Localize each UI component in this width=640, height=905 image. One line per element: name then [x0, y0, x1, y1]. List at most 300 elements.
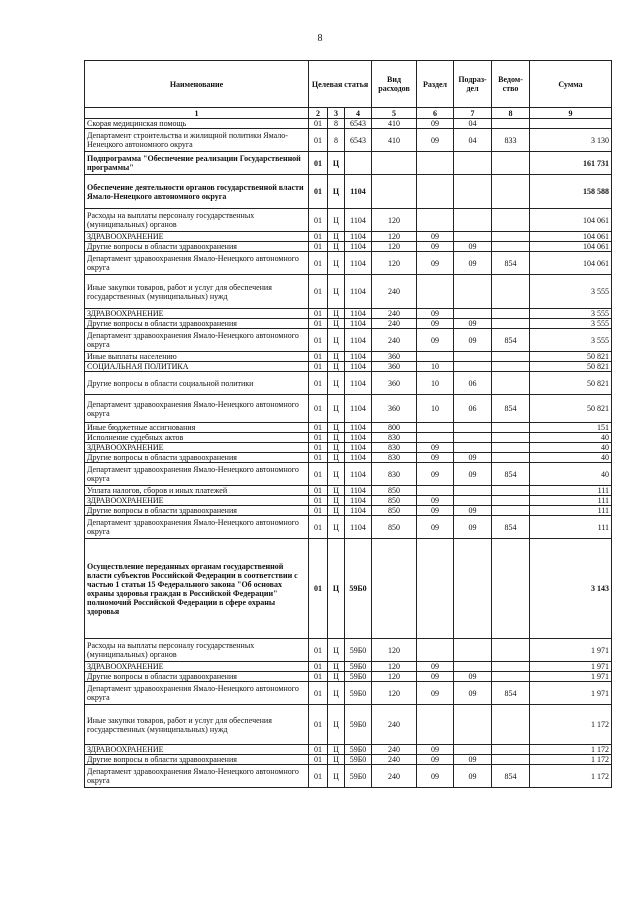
- department-code: [492, 443, 530, 453]
- table-row: [85, 129, 612, 152]
- section: 09: [417, 745, 454, 755]
- table-row: [85, 242, 612, 252]
- section: [417, 175, 454, 209]
- amount: 40: [530, 453, 612, 463]
- section: [417, 539, 454, 639]
- department-code: 854: [492, 516, 530, 539]
- subsection: 09: [454, 329, 492, 352]
- section: 09: [417, 252, 454, 275]
- target-code-1: 01: [309, 755, 328, 765]
- target-code-2: Ц: [328, 662, 345, 672]
- row-name: Департамент здравоохранения Ямало-Ненецкого автономного округа: [85, 682, 309, 705]
- subsection: 04: [454, 129, 492, 152]
- amount: 40: [530, 443, 612, 453]
- row-name: Другие вопросы в области здравоохранения: [85, 242, 309, 252]
- expense-type: 240: [372, 755, 417, 765]
- department-code: [492, 705, 530, 745]
- section: [417, 639, 454, 662]
- expense-type: 240: [372, 745, 417, 755]
- amount: 1 172: [530, 705, 612, 745]
- table-row: [85, 309, 612, 319]
- department-code: 854: [492, 682, 530, 705]
- subsection: [454, 496, 492, 506]
- table-row: [85, 275, 612, 309]
- target-code-1: 01: [309, 129, 328, 152]
- target-code-2: Ц: [328, 453, 345, 463]
- expense-type: 850: [372, 516, 417, 539]
- target-code-3: 1104: [345, 275, 372, 309]
- row-name: Департамент здравоохранения Ямало-Ненецкого автономного округа: [85, 329, 309, 352]
- section: 09: [417, 129, 454, 152]
- table-row: [85, 252, 612, 275]
- target-code-1: 01: [309, 463, 328, 486]
- target-code-1: 01: [309, 372, 328, 395]
- department-code: [492, 755, 530, 765]
- table-row: [85, 506, 612, 516]
- row-name: Другие вопросы в области социальной политики: [85, 372, 309, 395]
- department-code: 833: [492, 129, 530, 152]
- target-code-3: [345, 152, 372, 175]
- subsection: [454, 745, 492, 755]
- target-code-2: Ц: [328, 745, 345, 755]
- amount: 151: [530, 423, 612, 433]
- amount: 50 821: [530, 372, 612, 395]
- target-code-1: 01: [309, 309, 328, 319]
- department-code: [492, 352, 530, 362]
- target-code-2: 8: [328, 119, 345, 129]
- target-code-3: 1104: [345, 423, 372, 433]
- expense-type: 830: [372, 463, 417, 486]
- subsection: [454, 152, 492, 175]
- expense-type: 240: [372, 319, 417, 329]
- department-code: [492, 639, 530, 662]
- target-code-3: 59Б0: [345, 539, 372, 639]
- row-name: Иные закупки товаров, работ и услуг для обеспечения государственных (муниципальных) нужд: [85, 275, 309, 309]
- col-number: 6: [417, 108, 454, 119]
- department-code: [492, 496, 530, 506]
- amount: 3 143: [530, 539, 612, 639]
- amount: 3 555: [530, 329, 612, 352]
- target-code-2: Ц: [328, 539, 345, 639]
- department-code: [492, 372, 530, 395]
- target-code-3: 1104: [345, 443, 372, 453]
- table-row: [85, 539, 612, 639]
- subsection: 09: [454, 463, 492, 486]
- amount: 161 731: [530, 152, 612, 175]
- table-row: [85, 209, 612, 232]
- section: 09: [417, 319, 454, 329]
- expense-type: 240: [372, 705, 417, 745]
- target-code-1: 01: [309, 672, 328, 682]
- col-number: 7: [454, 108, 492, 119]
- target-code-3: 59Б0: [345, 672, 372, 682]
- department-code: [492, 242, 530, 252]
- amount: 1 172: [530, 745, 612, 755]
- section: 10: [417, 372, 454, 395]
- row-name: ЗДРАВООХРАНЕНИЕ: [85, 745, 309, 755]
- target-code-2: Ц: [328, 443, 345, 453]
- subsection: [454, 443, 492, 453]
- subsection: [454, 362, 492, 372]
- target-code-2: Ц: [328, 372, 345, 395]
- amount: 104 061: [530, 232, 612, 242]
- target-code-3: 1104: [345, 433, 372, 443]
- expense-type: 410: [372, 119, 417, 129]
- subsection: [454, 232, 492, 242]
- subsection: [454, 352, 492, 362]
- expense-type: [372, 539, 417, 639]
- target-code-1: 01: [309, 639, 328, 662]
- section: 09: [417, 682, 454, 705]
- target-code-3: 1104: [345, 372, 372, 395]
- department-code: [492, 175, 530, 209]
- department-code: 854: [492, 395, 530, 423]
- col-header-summa: Сумма: [530, 61, 612, 108]
- target-code-1: 01: [309, 319, 328, 329]
- expense-type: 850: [372, 506, 417, 516]
- amount: 104 061: [530, 252, 612, 275]
- subsection: [454, 423, 492, 433]
- target-code-2: Ц: [328, 395, 345, 423]
- section: [417, 209, 454, 232]
- target-code-2: Ц: [328, 755, 345, 765]
- target-code-3: 6543: [345, 119, 372, 129]
- table-row: [85, 682, 612, 705]
- target-code-1: 01: [309, 486, 328, 496]
- expense-type: 850: [372, 486, 417, 496]
- expense-type: 850: [372, 496, 417, 506]
- row-name: Скорая медицинская помощь: [85, 119, 309, 129]
- target-code-1: 01: [309, 362, 328, 372]
- target-code-3: 59Б0: [345, 639, 372, 662]
- section: [417, 423, 454, 433]
- expense-type: 800: [372, 423, 417, 433]
- target-code-3: 1104: [345, 319, 372, 329]
- amount: 1 971: [530, 662, 612, 672]
- target-code-2: Ц: [328, 506, 345, 516]
- subsection: 04: [454, 119, 492, 129]
- row-name: Иные закупки товаров, работ и услуг для обеспечения государственных (муниципальных) нужд: [85, 705, 309, 745]
- target-code-1: 01: [309, 516, 328, 539]
- department-code: 854: [492, 329, 530, 352]
- subsection: 09: [454, 765, 492, 788]
- target-code-3: 59Б0: [345, 682, 372, 705]
- table-row: [85, 372, 612, 395]
- section: [417, 352, 454, 362]
- target-code-1: 01: [309, 443, 328, 453]
- table-row: [85, 232, 612, 242]
- section: 09: [417, 329, 454, 352]
- target-code-1: 01: [309, 252, 328, 275]
- section: 09: [417, 765, 454, 788]
- table-row: [85, 639, 612, 662]
- col-number: 8: [492, 108, 530, 119]
- row-name: Подпрограмма "Обеспечение реализации Государственной программы": [85, 152, 309, 175]
- row-name: ЗДРАВООХРАНЕНИЕ: [85, 496, 309, 506]
- section: 09: [417, 662, 454, 672]
- target-code-1: 01: [309, 395, 328, 423]
- target-code-1: 01: [309, 765, 328, 788]
- target-code-3: 1104: [345, 209, 372, 232]
- table-row: [85, 496, 612, 506]
- target-code-3: 59Б0: [345, 745, 372, 755]
- section: 10: [417, 362, 454, 372]
- expense-type: 120: [372, 209, 417, 232]
- row-name: ЗДРАВООХРАНЕНИЕ: [85, 309, 309, 319]
- row-name: Расходы на выплаты персоналу государственных (муниципальных) органов: [85, 639, 309, 662]
- amount: 50 821: [530, 352, 612, 362]
- row-name: Расходы на выплаты персоналу государственных (муниципальных) органов: [85, 209, 309, 232]
- target-code-2: Ц: [328, 496, 345, 506]
- target-code-3: 1104: [345, 242, 372, 252]
- section: 09: [417, 453, 454, 463]
- expense-type: [372, 152, 417, 175]
- row-name: ЗДРАВООХРАНЕНИЕ: [85, 443, 309, 453]
- target-code-3: 1104: [345, 506, 372, 516]
- target-code-3: 1104: [345, 232, 372, 242]
- amount: 111: [530, 486, 612, 496]
- amount: 111: [530, 496, 612, 506]
- table-row: [85, 329, 612, 352]
- target-code-2: Ц: [328, 433, 345, 443]
- subsection: 06: [454, 372, 492, 395]
- amount: 50 821: [530, 362, 612, 372]
- amount: 1 971: [530, 682, 612, 705]
- column-number-row: [85, 108, 612, 119]
- col-header-podrazdel: Подраз-дел: [454, 61, 492, 108]
- col-header-target: Целевая статья: [309, 61, 372, 108]
- target-code-3: 1104: [345, 496, 372, 506]
- target-code-2: Ц: [328, 152, 345, 175]
- department-code: [492, 275, 530, 309]
- row-name: Другие вопросы в области здравоохранения: [85, 453, 309, 463]
- table-header-row: [85, 61, 612, 108]
- department-code: [492, 506, 530, 516]
- target-code-2: Ц: [328, 352, 345, 362]
- row-name: Другие вопросы в области здравоохранения: [85, 755, 309, 765]
- col-header-razdel: Раздел: [417, 61, 454, 108]
- target-code-2: Ц: [328, 362, 345, 372]
- target-code-1: 01: [309, 745, 328, 755]
- target-code-3: 59Б0: [345, 755, 372, 765]
- section: 09: [417, 443, 454, 453]
- target-code-1: 01: [309, 242, 328, 252]
- section: 09: [417, 119, 454, 129]
- amount: 158 588: [530, 175, 612, 209]
- col-header-vedomstvo: Ведом-ство: [492, 61, 530, 108]
- target-code-3: 1104: [345, 486, 372, 496]
- amount: 3 555: [530, 275, 612, 309]
- target-code-1: 01: [309, 329, 328, 352]
- table-row: [85, 433, 612, 443]
- expense-type: 360: [372, 352, 417, 362]
- target-code-3: 59Б0: [345, 662, 372, 672]
- amount: 40: [530, 433, 612, 443]
- expense-type: 360: [372, 372, 417, 395]
- subsection: 09: [454, 755, 492, 765]
- expense-type: 120: [372, 682, 417, 705]
- target-code-1: 01: [309, 232, 328, 242]
- expense-type: 240: [372, 765, 417, 788]
- section: 09: [417, 242, 454, 252]
- subsection: 09: [454, 506, 492, 516]
- target-code-3: 1104: [345, 252, 372, 275]
- subsection: 09: [454, 453, 492, 463]
- table-row: [85, 175, 612, 209]
- col-number: 5: [372, 108, 417, 119]
- expense-type: 240: [372, 275, 417, 309]
- section: [417, 433, 454, 443]
- amount: 104 061: [530, 242, 612, 252]
- amount: 3 130: [530, 129, 612, 152]
- target-code-1: 01: [309, 152, 328, 175]
- amount: 111: [530, 516, 612, 539]
- target-code-1: 01: [309, 175, 328, 209]
- expense-type: 240: [372, 329, 417, 352]
- department-code: [492, 433, 530, 443]
- row-name: СОЦИАЛЬНАЯ ПОЛИТИКА: [85, 362, 309, 372]
- expense-type: 120: [372, 252, 417, 275]
- expense-type: 830: [372, 453, 417, 463]
- table-row: [85, 672, 612, 682]
- target-code-2: Ц: [328, 275, 345, 309]
- amount: 1 971: [530, 672, 612, 682]
- department-code: 854: [492, 252, 530, 275]
- target-code-2: Ц: [328, 486, 345, 496]
- department-code: [492, 453, 530, 463]
- target-code-1: 01: [309, 453, 328, 463]
- target-code-2: Ц: [328, 672, 345, 682]
- department-code: [492, 319, 530, 329]
- target-code-3: 6543: [345, 129, 372, 152]
- table-row: [85, 119, 612, 129]
- department-code: [492, 209, 530, 232]
- table-row: [85, 765, 612, 788]
- target-code-3: 1104: [345, 362, 372, 372]
- amount: 1 971: [530, 639, 612, 662]
- target-code-2: Ц: [328, 309, 345, 319]
- target-code-2: 8: [328, 129, 345, 152]
- col-number: 1: [85, 108, 309, 119]
- target-code-3: 59Б0: [345, 765, 372, 788]
- table-row: [85, 423, 612, 433]
- target-code-3: 1104: [345, 309, 372, 319]
- subsection: 09: [454, 319, 492, 329]
- target-code-2: Ц: [328, 765, 345, 788]
- section: 09: [417, 496, 454, 506]
- expense-type: 240: [372, 309, 417, 319]
- expense-type: 120: [372, 232, 417, 242]
- expense-type: 410: [372, 129, 417, 152]
- table-row: [85, 362, 612, 372]
- section: [417, 152, 454, 175]
- row-name: Иные бюджетные ассигнования: [85, 423, 309, 433]
- subsection: 09: [454, 242, 492, 252]
- subsection: [454, 662, 492, 672]
- amount: [530, 119, 612, 129]
- col-number: 3: [328, 108, 345, 119]
- row-name: Другие вопросы в области здравоохранения: [85, 672, 309, 682]
- col-number: 4: [345, 108, 372, 119]
- department-code: [492, 232, 530, 242]
- subsection: [454, 486, 492, 496]
- row-name: Департамент строительства и жилищной политики Ямало-Ненецкого автономного округа: [85, 129, 309, 152]
- row-name: Обеспечение деятельности органов государственной власти Ямало-Ненецкого автономного округа: [85, 175, 309, 209]
- section: [417, 705, 454, 745]
- row-name: Департамент здравоохранения Ямало-Ненецкого автономного округа: [85, 395, 309, 423]
- subsection: 09: [454, 672, 492, 682]
- subsection: [454, 539, 492, 639]
- amount: 40: [530, 463, 612, 486]
- section: 09: [417, 755, 454, 765]
- department-code: [492, 309, 530, 319]
- expense-type: 830: [372, 433, 417, 443]
- target-code-3: 1104: [345, 395, 372, 423]
- target-code-3: 1104: [345, 329, 372, 352]
- subsection: 06: [454, 395, 492, 423]
- col-header-name: Наименование: [85, 61, 309, 108]
- row-name: ЗДРАВООХРАНЕНИЕ: [85, 232, 309, 242]
- subsection: [454, 275, 492, 309]
- subsection: [454, 309, 492, 319]
- target-code-3: 1104: [345, 352, 372, 362]
- col-number: 2: [309, 108, 328, 119]
- amount: 1 172: [530, 765, 612, 788]
- table-row: [85, 745, 612, 755]
- target-code-2: Ц: [328, 209, 345, 232]
- table-row: [85, 486, 612, 496]
- subsection: 09: [454, 516, 492, 539]
- subsection: [454, 639, 492, 662]
- target-code-1: 01: [309, 423, 328, 433]
- table-row: [85, 463, 612, 486]
- amount: 3 555: [530, 309, 612, 319]
- amount: 111: [530, 506, 612, 516]
- target-code-2: Ц: [328, 463, 345, 486]
- target-code-2: Ц: [328, 639, 345, 662]
- target-code-3: 1104: [345, 453, 372, 463]
- row-name: Осуществление переданных органам государственной власти субъектов Российской Федерации в соответствии с частью 1 статьи 15 Федерального закона "Об основах охраны здоровья граждан в Российской Федерации" полномочий Российской Федерации в сфере охраны здоровья: [85, 539, 309, 639]
- target-code-2: Ц: [328, 319, 345, 329]
- section: 10: [417, 395, 454, 423]
- department-code: [492, 423, 530, 433]
- department-code: [492, 119, 530, 129]
- target-code-1: 01: [309, 433, 328, 443]
- target-code-1: 01: [309, 682, 328, 705]
- col-header-vid: Вид расходов: [372, 61, 417, 108]
- table-row: [85, 352, 612, 362]
- target-code-3: 59Б0: [345, 705, 372, 745]
- expense-type: 120: [372, 242, 417, 252]
- table-row: [85, 705, 612, 745]
- target-code-1: 01: [309, 705, 328, 745]
- section: 09: [417, 463, 454, 486]
- target-code-2: Ц: [328, 175, 345, 209]
- target-code-1: 01: [309, 209, 328, 232]
- expense-type: [372, 175, 417, 209]
- section: 09: [417, 672, 454, 682]
- row-name: Департамент здравоохранения Ямало-Ненецкого автономного округа: [85, 765, 309, 788]
- subsection: [454, 705, 492, 745]
- col-number: 9: [530, 108, 612, 119]
- expense-type: 830: [372, 443, 417, 453]
- section: 09: [417, 309, 454, 319]
- target-code-1: 01: [309, 496, 328, 506]
- row-name: Департамент здравоохранения Ямало-Ненецкого автономного округа: [85, 463, 309, 486]
- table-row: [85, 453, 612, 463]
- section: [417, 486, 454, 496]
- target-code-3: 1104: [345, 175, 372, 209]
